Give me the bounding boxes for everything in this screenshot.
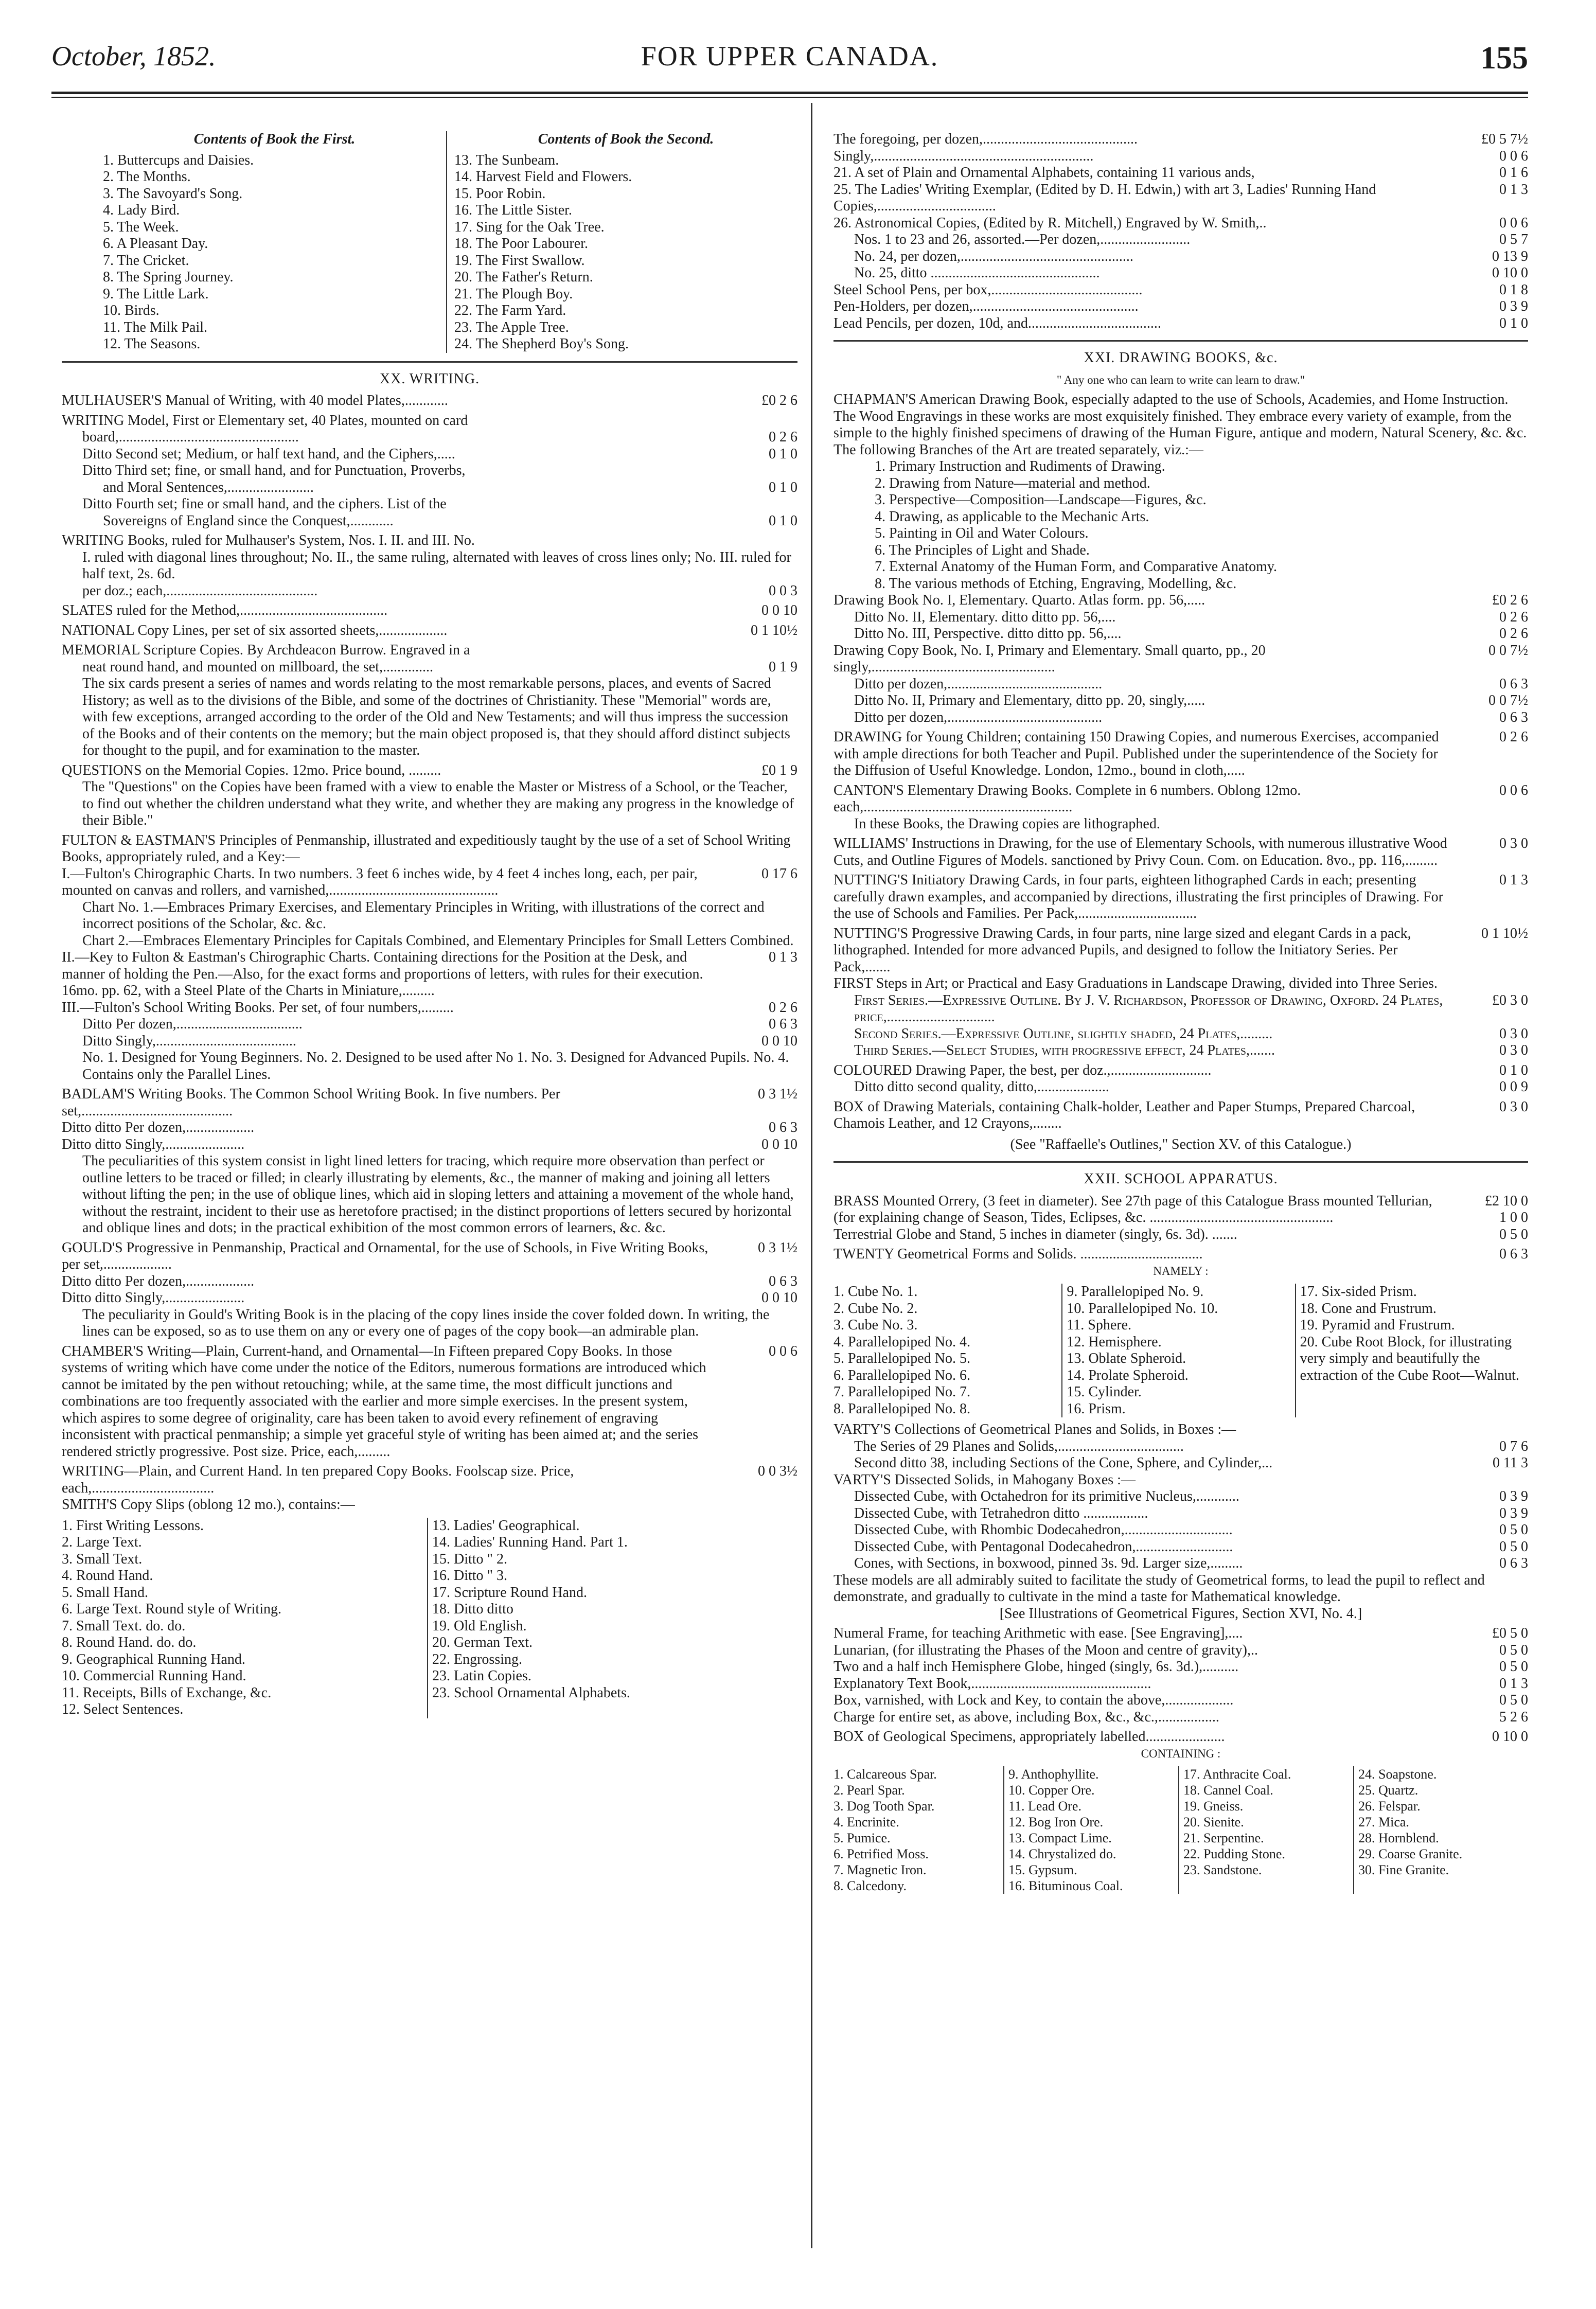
drawing-book-line: Ditto No. II, Elementary. ditto ditto pp. 56,.... 0 2 6 [854, 609, 1528, 625]
list-item: 6. Large Text. Round style of Writing. [62, 1601, 281, 1617]
list-item: 10. Copper Ore. [1008, 1783, 1095, 1798]
list-item: 5. Painting in Oil and Water Colours. [875, 525, 1089, 541]
varty-line: The Series of 29 Planes and Solids,................................... 0 7 6 [854, 1438, 1528, 1454]
list-item: 9. Parallelopiped No. 9. [1067, 1284, 1204, 1300]
price-line: Pen-Holders, per dozen,.............................................. 0 3 9 [834, 298, 1528, 314]
questions-entry: QUESTIONS on the Memorial Copies. 12mo. Price bound, ......... £0 1 9 [62, 762, 797, 778]
series-line: First Series.—Expressive Outline. By J. V. Richardson, Professor of Drawing, Oxford. 24 Plates, price,.............................. £0 3 0 [854, 992, 1528, 1025]
price-line: Steel School Pens, per box,.......................................... 0 1 8 [834, 281, 1528, 298]
list-item: 4. Round Hand. [62, 1568, 153, 1584]
canton-entry: CANTON'S Elementary Drawing Books. Complete in 6 numbers. Oblong 12mo. each,.......................................................... 0 0 6 [834, 782, 1528, 815]
list-item: 20. German Text. [432, 1635, 533, 1650]
list-item: 8. Round Hand. do. do. [62, 1635, 197, 1650]
list-item: 18. Cone and Frustrum. [1300, 1300, 1437, 1317]
list-item: 12. Select Sentences. [62, 1701, 184, 1717]
list-item: 24. The Shepherd Boy's Song. [454, 336, 629, 352]
list-item: 6. Petrified Moss. [834, 1846, 929, 1861]
writing-model-entry: WRITING Model, First or Elementary set, 40 Plates, mounted on card board,.................................................. 0 2 6 Ditto Second set; Medium, or half text hand, and the Ciphers,..... 0 1 0 Ditto Third set; fine, or small hand, and for Punctuation, Proverbs, and Moral Sentences,........................ 0 1 0 Ditto Fourth set; fine or small hand, and the ciphers. List of the Sovereigns of England since the Conquest,............ 0 1 0 [62, 412, 797, 529]
list-item: 6. Parallelopiped No. 6. [834, 1367, 970, 1383]
list-item: 1. Buttercups and Daisies. [103, 152, 254, 168]
varty-line: Second ditto 38, including Sections of the Cone, Sphere, and Cylinder,... 0 11 3 [854, 1455, 1528, 1471]
list-item: 3. The Savoyard's Song. [103, 185, 243, 202]
specimens-col-1 [834, 1766, 1003, 1894]
price-line: 26. Astronomical Copies, (Edited by R. Mitchell,) Engraved by W. Smith,.. 0 0 6 [834, 215, 1528, 231]
list-item: 4. Encrinite. [834, 1815, 899, 1830]
chamber-entry: CHAMBER'S Writing—Plain, Current-hand, and Ornamental—In Fifteen prepared Copy Books. In those systems of writing which have come under the notice of the Editors, numerous formations are introduced which cannot be imitated by the pen without retouching; while, at the same time, the most difficult junctions and combinations are too frequently associated with the earlier and more simple exercises. In the present system, which aspires to some degree of originality, care has been taken to avoid every refinement of engraving inconsistent with practical penmanship; a simple yet graceful style of writing has been aimed at; and the series rendered strictly progressive. Post size. Price, each,......... 0 0 6 [62, 1343, 797, 1460]
section-rule [834, 340, 1528, 342]
list-item: 17. Scripture Round Hand. [432, 1584, 587, 1601]
list-item: 14. Prolate Spheroid. [1067, 1367, 1189, 1383]
list-item: 23. The Apple Tree. [454, 319, 569, 335]
list-item: 5. Small Hand. [62, 1584, 148, 1601]
list-item: 7. Parallelopiped No. 7. [834, 1384, 970, 1400]
header-rule-thin [51, 97, 1528, 98]
list-item: 24. Soapstone. [1358, 1767, 1437, 1782]
badlam-entry: BADLAM'S Writing Books. The Common School Writing Book. In five numbers. Per set,.......................................... 0 3 1½ Ditto ditto Per dozen,................... 0 6 3 Ditto ditto Singly,...................... 0 0 10 The peculiarities of this system consist in light lined letters for tracing, which require more observation than perfect or outline letters to be traced or filled; in clearly illustrating by elements, &c., the manner of making and joining all letters without lifting the pen; in the use of oblique lines, which aid in sloping letters and attaining a movement of the whole hand, without the restraint, incident to their use as heretofore practised; in the distinct proportions of letters secured by horizontal and oblique lines and dots; in the practical exhibition of the most common errors of learners, &c. &c. [62, 1086, 797, 1236]
list-item: 11. Lead Ore. [1008, 1799, 1081, 1814]
list-item: 11. Receipts, Bills of Exchange, &c. [62, 1684, 272, 1701]
page-number: 155 [1480, 41, 1528, 76]
book-second [446, 131, 797, 353]
book-contents [62, 131, 797, 353]
list-item: 15. Poor Robin. [454, 185, 546, 202]
right-column [834, 131, 1528, 1898]
drawing-box-entry: BOX of Drawing Materials, containing Chalk-holder, Leather and Paper Stumps, Prepared Charcoal, Chamois Leather, and 12 Crayons,........ 0 3 0 [834, 1098, 1528, 1131]
slates-entry: SLATES ruled for the Method,......................................... 0 0 10 [62, 602, 797, 618]
drawing-heading: XXI. DRAWING BOOKS, &c. [1084, 350, 1278, 366]
illustrations-note: [See Illustrations of Geometrical Figures, Section XVI, No. 4.] [999, 1605, 1362, 1622]
list-item: 20. Cube Root Block, for illustrating very simply and beautifully the extraction of the Cube Root—Walnut. [1300, 1334, 1519, 1383]
list-item: 19. The First Swallow. [454, 252, 585, 269]
forms-table [834, 1284, 1528, 1417]
list-item: 19. Pyramid and Frustrum. [1300, 1317, 1455, 1333]
list-item: 14. Harvest Field and Flowers. [454, 169, 632, 185]
list-item: 22. The Farm Yard. [454, 303, 566, 318]
list-item: 2. Large Text. [62, 1534, 142, 1550]
coloured-paper-entry: COLOURED Drawing Paper, the best, per doz.,............................ 0 1 0 [834, 1062, 1528, 1078]
copy-slips-col-1 [62, 1518, 427, 1718]
section-rule [62, 361, 797, 363]
apparatus-line: Two and a half inch Hemisphere Globe, hinged (singly, 6s. 3d.),.......... 0 5 0 [834, 1659, 1528, 1675]
list-item: 1. Primary Instruction and Rudiments of Drawing. [875, 458, 1165, 474]
list-item: 15. Gypsum. [1008, 1862, 1077, 1877]
header-date: October, 1852. [51, 41, 216, 72]
list-item: 28. Hornblend. [1358, 1831, 1439, 1845]
list-item: 21. Serpentine. [1183, 1831, 1264, 1845]
price-line: Nos. 1 to 23 and 26, assorted.—Per dozen,......................... 0 5 7 [854, 232, 1528, 247]
column-divider [811, 103, 812, 2248]
list-item: 19. Old English. [432, 1618, 527, 1634]
section-rule [834, 1161, 1528, 1163]
list-item: 13. Ladies' Geographical. [432, 1517, 580, 1534]
book-first-title: Contents of Book the First. [193, 131, 356, 147]
list-item: 10. Birds. [103, 303, 159, 318]
globe-entry: Terrestrial Globe and Stand, 5 inches in diameter (singly, 6s. 3d). ....... 0 5 0 [834, 1226, 1528, 1242]
list-item: 27. Mica. [1358, 1815, 1409, 1830]
questions-note: The "Questions" on the Copies have been framed with a view to enable the Master or Mistress of a School, or the Teacher, to find out whether the children understand what they write, and whether they are making any progress in the knowledge of their Bible." [82, 779, 794, 828]
forms-col-1 [834, 1284, 1061, 1417]
list-item: 17. Sing for the Oak Tree. [454, 219, 605, 235]
list-item: 18. Cannel Coal. [1183, 1783, 1273, 1798]
list-item: 2. Drawing from Nature—material and method. [875, 475, 1150, 491]
list-item: 10. Parallelopiped No. 10. [1067, 1300, 1218, 1317]
list-item: 20. The Father's Return. [454, 269, 593, 285]
list-item: 9. Anthophyllite. [1008, 1767, 1099, 1782]
list-item: 11. Sphere. [1067, 1317, 1132, 1333]
drawing-book-line: Ditto No. III, Perspective. ditto ditto pp. 56,.... 0 2 6 [854, 626, 1528, 642]
williams-entry: WILLIAMS' Instructions in Drawing, for the use of Elementary Schools, with numerous illustrative Wood Cuts, and Outline Figures of Models. sanctioned by Privy Coun. Com. on Education. 8vo., pp. 116,......... 0 3 0 [834, 836, 1528, 868]
list-item: 4. Lady Bird. [103, 202, 180, 218]
list-item: 30. Fine Granite. [1358, 1862, 1449, 1877]
dissected-line: Cones, with Sections, in boxwood, pinned 3s. 9d. Larger size,......... 0 6 3 [854, 1555, 1528, 1571]
chapman-entry: CHAPMAN'S American Drawing Book, especially adapted to the use of Schools, Academies, and Home Instruction. The Wood Engravings in these works are most exquisitely finished. They embrace every variety of example, from the simple to the highly finished specimens of drawing of the Human Figure, antique and modern, Natural Scenery, &c. &c. [834, 392, 1527, 441]
apparatus-line: Explanatory Text Book,.................................................. 0 1 3 [834, 1675, 1528, 1692]
list-item: 11. The Milk Pail. [103, 319, 207, 335]
apparatus-line: Numeral Frame, for teaching Arithmetic with ease. [See Engraving],.... £0 5 0 [834, 1625, 1528, 1641]
specimens-table [834, 1766, 1528, 1894]
smith-entry: SMITH'S Copy Slips (oblong 12 mo.), contains:— [62, 1497, 355, 1513]
forms-col-2 [1061, 1284, 1294, 1417]
forms-col-3 [1295, 1284, 1528, 1417]
nutting-progressive-entry: NUTTING'S Progressive Drawing Cards, in four parts, nine large sized and elegant Cards in a pack, lithographed. Intended for more advanced Pupils, and designed to follow the Initiatory Series. Per Pack,....... 0 1 10½ [834, 925, 1528, 975]
orrery-entry: BRASS Mounted Orrery, (3 feet in diameter). See 27th page of this Catalogue Brass mounted Tellurian, (for explaining change of Season, Tides, Eclipses, &c. ................................................... £2 10 0 1 0 0 [834, 1193, 1528, 1225]
list-item: 3. Perspective—Composition—Landscape—Figures, &c. [875, 492, 1207, 508]
list-item: 15. Ditto " 2. [432, 1551, 507, 1567]
dissected-line: Dissected Cube, with Rhombic Dodecahedron,.............................. 0 5 0 [854, 1522, 1528, 1538]
fulton-entry: FULTON & EASTMAN'S Principles of Penmanship, illustrated and expeditiously taught by the use of a set of School Writing Books, appropriately ruled, and a Key:— I.—Fulton's Chirographic Charts. In two numbers. 3 feet 6 inches wide, by 4 feet 4 inches long, each, per pair, mounted on canvas and rollers, and varnished,............................................... 0 17 6 Chart No. 1.—Embraces Primary Exercises, and Elementary Principles in Writing, with illustrations of the correct and incorrect positions of the Scholar, &c. &c. Chart 2.—Embraces Elementary Principles for Capitals Combined, and Elementary Principles for Small Letters Combined. II.—Key to Fulton & Eastman's Chirographic Charts. Containing directions for the Position at the Desk, and manner of holding the Pen.—Also, for the exact forms and proportions of letters, with rules for their execution. 16mo. pp. 62, with a Steel Plate of the Charts in Miniature,......... 0 1 3 III.—Fulton's School Writing Books. Per set, of four numbers,......... 0 2 6 Ditto Per dozen,................................... 0 6 3 Ditto Singly,....................................... 0 0 10 No. 1. Designed for Young Beginners. No. 2. Designed to be used after No 1. No. 3. Designed for Advanced Pupils. No. 4. Contains only the Parallel Lines. [62, 832, 797, 1082]
list-item: 12. The Seasons. [103, 336, 201, 352]
price-line: Lead Pencils, per dozen, 10d, and..................................... 0 1 0 [834, 315, 1528, 331]
header-rule [51, 92, 1528, 94]
list-item: 13. Compact Lime. [1008, 1831, 1112, 1845]
list-item: 23. Latin Copies. [432, 1668, 531, 1684]
header-title: FOR UPPER CANADA. [641, 41, 939, 72]
list-item: 15. Cylinder. [1067, 1384, 1142, 1400]
series-line: Third Series.—Select Studies, with progressive effect, 24 Plates,....... 0 3 0 [854, 1042, 1528, 1058]
book-first [103, 131, 446, 353]
drawing-book-line: Drawing Copy Book, No. I, Primary and Elementary. Small quarto, pp., 20 singly,................................................... 0 0 7½ [834, 642, 1528, 675]
list-item: 9. The Little Lark. [103, 286, 209, 302]
list-item: 12. Hemisphere. [1067, 1334, 1162, 1350]
list-item: 1. Cube No. 1. [834, 1284, 918, 1300]
gould-entry: GOULD'S Progressive in Penmanship, Practical and Ornamental, for the use of Schools, in Five Writing Books, per set,................... 0 3 1½ Ditto ditto Per dozen,................... 0 6 3 Ditto ditto Singly,...................... 0 0 10 The peculiarity in Gould's Writing Book is in the placing of the copy lines inside the cover folded down. In writing, the lines can be exposed, so as to use them on any or every one of pages of the copy book—an admirable plan. [62, 1239, 797, 1339]
list-item: 7. The Cricket. [103, 252, 189, 269]
canton-note: In these Books, the Drawing copies are lithographed. [854, 815, 1160, 832]
list-item: 5. Parallelopiped No. 5. [834, 1351, 970, 1366]
left-column [62, 131, 797, 1722]
first-steps-entry: FIRST Steps in Art; or Practical and Easy Graduations in Landscape Drawing, divided into Three Series. [834, 975, 1438, 991]
list-item: 16. Prism. [1067, 1400, 1126, 1417]
price-line: No. 25, ditto ............................................... 0 10 0 [854, 265, 1528, 281]
list-item: 8. The Spring Journey. [103, 269, 234, 285]
list-item: 21. The Plough Boy. [454, 286, 573, 302]
list-item: 10. Commercial Running Hand. [62, 1668, 246, 1684]
apparatus-line: Lunarian, (for illustrating the Phases of the Moon and centre of gravity),.. 0 5 0 [834, 1642, 1528, 1658]
branches-intro: The following Branches of the Art are treated separately, viz.:— [834, 441, 1203, 458]
list-item: 6. The Principles of Light and Shade. [875, 542, 1090, 558]
list-item: 6. A Pleasant Day. [103, 236, 208, 252]
list-item: 17. Six-sided Prism. [1300, 1284, 1417, 1300]
dissected-line: Dissected Cube, with Tetrahedron ditto .................. 0 3 9 [854, 1505, 1528, 1521]
list-item: 19. Gneiss. [1183, 1799, 1244, 1814]
geological-box-entry: BOX of Geological Specimens, appropriately labelled...................... 0 10 0 [834, 1729, 1528, 1745]
models-note: These models are all admirably suited to facilitate the study of Geometrical forms, to lead the pupil to reflect and demonstrate, and gradually to cultivate in the mind a taste for Mathematical knowledge. [834, 1572, 1485, 1605]
book-second-title: Contents of Book the Second. [538, 131, 714, 147]
book-second-list [454, 152, 797, 353]
coloured-paper-entry: Ditto ditto second quality, ditto,.................... 0 0 9 [854, 1079, 1528, 1095]
specimens-col-3 [1178, 1766, 1353, 1894]
list-item: 1. Calcareous Spar. [834, 1767, 937, 1782]
writing-plain-entry: WRITING—Plain, and Current Hand. In ten prepared Copy Books. Foolscap size. Price, each,.................................. 0 0 3½ [62, 1463, 797, 1496]
copy-slips-table [62, 1518, 797, 1718]
dissected-line: Dissected Cube, with Octahedron for its primitive Nucleus,............ 0 3 9 [854, 1488, 1528, 1504]
list-item: 7. Small Text. do. do. [62, 1618, 186, 1634]
list-item: 2. Cube No. 2. [834, 1300, 918, 1317]
list-item: 23. Sandstone. [1183, 1862, 1262, 1877]
national-copy-entry: NATIONAL Copy Lines, per set of six assorted sheets,................... 0 1 10½ [62, 622, 797, 638]
list-item: 20. Sienite. [1183, 1815, 1244, 1830]
list-item: 3. Dog Tooth Spar. [834, 1799, 935, 1814]
drawing-children-entry: DRAWING for Young Children; containing 150 Drawing Copies, and numerous Exercises, accompanied with ample directions for both Teacher and Pupil. Published under the superintendence of the Society for the Diffusion of Useful Knowledge. London, 12mo., bound in cloth,..... 0 2 6 [834, 729, 1528, 778]
price-line: Singly,............................................................. 0 0 6 [834, 148, 1528, 164]
price-line: No. 24, per dozen,................................................ 0 13 9 [854, 248, 1528, 264]
writing-books-entry: WRITING Books, ruled for Mulhauser's System, Nos. I. II. and III. No. I. ruled with diagonal lines throughout; No. II., the same ruling, alternated with leaves of cross lines only; No. III. ruled for half text, 2s. 6d. per doz.; each,.......................................... 0 0 3 [62, 532, 797, 599]
copy-slips-col-2 [427, 1518, 797, 1718]
memorial-entry: MEMORIAL Scripture Copies. By Archdeacon Burrow. Engraved in a neat round hand, and mounted on millboard, the set,.............. 0 1 9 The six cards present a series of names and words relating to the most remarkable persons, places, and events of Sacred History; as well as to the divisions of the Bible, and some of the doctrines of Christianity. These "Memorial" words are, with few exceptions, arranged according to the order of the Old and New Testaments; and will thus impress the succession of the Books and of their contents on the memory; but the main object proposed is, that they should afford distinct subjects for thought to the pupil, and for examination to the master. [62, 642, 797, 758]
list-item: 5. Pumice. [834, 1831, 891, 1845]
drawing-quote: " Any one who can learn to write can learn to draw." [1056, 373, 1305, 386]
apparatus-line: Charge for entire set, as above, including Box, &c., &c.,................. 5 2 6 [834, 1709, 1528, 1725]
apparatus-line: Box, varnished, with Lock and Key, to contain the above,................... 0 5 0 [834, 1692, 1528, 1708]
apparatus-heading: XXII. SCHOOL APPARATUS. [1084, 1171, 1278, 1187]
list-item: 13. Oblate Spheroid. [1067, 1351, 1186, 1366]
branches-list [834, 458, 1528, 592]
list-item: 7. Magnetic Iron. [834, 1862, 927, 1877]
list-item: 26. Felspar. [1358, 1799, 1421, 1814]
price-line: 21. A set of Plain and Ornamental Alphabets, containing 11 various ands, 0 1 6 [834, 165, 1528, 181]
drawing-book-line: Ditto per dozen,........................................... 0 6 3 [854, 709, 1528, 725]
list-item: 22. Pudding Stone. [1183, 1846, 1285, 1861]
list-item: 16. Bituminous Coal. [1008, 1878, 1123, 1893]
nutting-initiatory-entry: NUTTING'S Initiatory Drawing Cards, in four parts, eighteen lithographed Cards in each; presenting carefully drawn examples, and accompanied by directions, illustrating the first principles of Drawing. For the use of Schools and Families. Per Pack,................................. 0 1 3 [834, 872, 1528, 921]
price-line: 25. The Ladies' Writing Exemplar, (Edited by D. H. Edwin,) with art 3, Ladies' Running Hand Copies,................................. 0 1 3 [834, 181, 1528, 214]
list-item: 17. Anthracite Coal. [1183, 1767, 1291, 1782]
list-item: 8. The various methods of Etching, Engraving, Modelling, &c. [875, 575, 1237, 592]
list-item: 14. Chrystalized do. [1008, 1846, 1116, 1861]
list-item: 18. Ditto ditto [432, 1601, 513, 1617]
specimens-col-4 [1353, 1766, 1528, 1894]
list-item: 12. Bog Iron Ore. [1008, 1815, 1104, 1830]
writing-heading: XX. WRITING. [379, 370, 480, 387]
list-item: 22. Engrossing. [432, 1651, 522, 1667]
twenty-forms-entry: TWENTY Geometrical Forms and Solids. .................................. 0 6 3 [834, 1246, 1528, 1262]
list-item: 2. The Months. [103, 169, 191, 185]
containing-label: CONTAINING : [1141, 1747, 1221, 1760]
dissected-line: Dissected Cube, with Pentagonal Dodecahedron,........................... 0 5 0 [854, 1538, 1528, 1555]
drawing-book-line: Ditto No. II, Primary and Elementary, ditto pp. 20, singly,..... 0 0 7½ [854, 692, 1528, 708]
list-item: 16. The Little Sister. [454, 202, 572, 218]
book-first-list [103, 152, 446, 353]
list-item: 1. First Writing Lessons. [62, 1517, 204, 1534]
list-item: 4. Parallelopiped No. 4. [834, 1334, 970, 1350]
series-line: Second Series.—Expressive Outline, slightly shaded, 24 Plates,......... 0 3 0 [854, 1025, 1528, 1042]
specimens-col-2 [1003, 1766, 1178, 1894]
list-item: 3. Cube No. 3. [834, 1317, 918, 1333]
varty-dissected-entry: VARTY'S Dissected Solids, in Mahogany Boxes :— [834, 1471, 1136, 1488]
price-line: The foregoing, per dozen,........................................... £0 5 7½ [834, 131, 1528, 147]
list-item: 18. The Poor Labourer. [454, 236, 588, 252]
list-item: 25. Quartz. [1358, 1783, 1418, 1798]
list-item: 29. Coarse Granite. [1358, 1846, 1463, 1861]
page-header [51, 40, 1528, 86]
list-item: 4. Drawing, as applicable to the Mechanic Arts. [875, 508, 1149, 525]
drawing-book-line: Ditto per dozen,........................................... 0 6 3 [854, 676, 1528, 692]
list-item: 13. The Sunbeam. [454, 152, 559, 168]
varty-collections-entry: VARTY'S Collections of Geometrical Planes and Solids, in Boxes :— [834, 1422, 1236, 1437]
list-item: 16. Ditto " 3. [432, 1568, 507, 1584]
list-item: 8. Calcedony. [834, 1878, 907, 1893]
list-item: 8. Parallelopiped No. 8. [834, 1400, 970, 1417]
mulhauser-entry: MULHAUSER'S Manual of Writing, with 40 model Plates,............ £0 2 6 [62, 393, 797, 408]
list-item: 9. Geographical Running Hand. [62, 1651, 245, 1667]
drawing-book-line: Drawing Book No. I, Elementary. Quarto. Atlas form. pp. 56,..... £0 2 6 [834, 592, 1528, 608]
list-item: 14. Ladies' Running Hand. Part 1. [432, 1534, 628, 1550]
namely-label: NAMELY : [1153, 1264, 1209, 1277]
list-item: 2. Pearl Spar. [834, 1783, 905, 1798]
list-item: 5. The Week. [103, 219, 179, 235]
list-item: 23. School Ornamental Alphabets. [432, 1684, 630, 1701]
list-item: 7. External Anatomy of the Human Form, and Comparative Anatomy. [875, 559, 1278, 575]
raffaelle-note: (See "Raffaelle's Outlines," Section XV. of this Catalogue.) [1010, 1136, 1352, 1152]
list-item: 3. Small Text. [62, 1551, 143, 1567]
